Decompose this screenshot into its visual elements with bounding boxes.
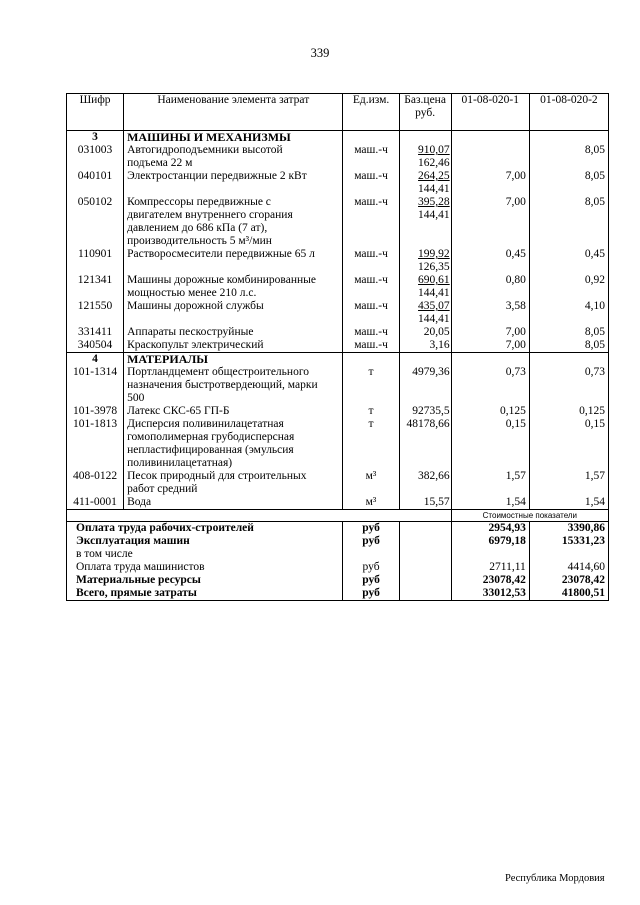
item-value-col1: 7,00 [451, 326, 529, 339]
item-name [124, 300, 343, 326]
item-price-value: 144,41 [418, 313, 450, 325]
item-value-col1: 1,54 [451, 496, 529, 510]
item-value-col2: 8,05 [529, 170, 608, 196]
item-name-line: двигателем внутреннего сгорания [127, 209, 293, 221]
item-price-value: 15,57 [423, 496, 450, 508]
item-unit: м³ [343, 496, 399, 510]
item-value-col2: 8,05 [529, 144, 608, 170]
summary-unit: руб [343, 522, 399, 536]
table-row [67, 405, 609, 418]
item-name-line: 500 [127, 392, 145, 404]
item-price [399, 274, 451, 300]
item-price [399, 405, 451, 418]
header-price [399, 94, 451, 131]
item-unit: м³ [343, 470, 399, 496]
item-price-value: 264,25 [418, 170, 450, 182]
item-name-line: Электростанции передвижные 2 кВт [127, 170, 307, 182]
summary-value-col1 [451, 548, 529, 561]
summary-value-col2 [529, 548, 608, 561]
summary-value-col1: 33012,53 [451, 587, 529, 601]
item-name [124, 339, 343, 353]
table-row [67, 170, 609, 196]
item-value-col2: 1,54 [529, 496, 608, 510]
item-price [399, 470, 451, 496]
item-value-col2: 8,05 [529, 196, 608, 248]
item-value-col1: 7,00 [451, 196, 529, 248]
empty-cell [399, 131, 451, 145]
summary-value-col2: 3390,86 [529, 522, 608, 536]
item-name-line: поливинилацетатная) [127, 457, 233, 469]
items-body [67, 131, 609, 510]
item-name [124, 366, 343, 405]
header-name: Наименование элемента затрат [124, 94, 343, 131]
item-value-col1: 0,125 [451, 405, 529, 418]
item-unit: т [343, 418, 399, 470]
empty-cell [399, 574, 451, 587]
footer-region: Республика Мордовия [505, 873, 605, 884]
item-unit: маш.-ч [343, 144, 399, 170]
item-code: 411-0001 [67, 496, 124, 510]
item-name [124, 418, 343, 470]
item-price-value: 48178,66 [406, 418, 450, 430]
table-header-row [67, 94, 609, 131]
item-name-line: Песок природный для строительных [127, 470, 307, 482]
section-row [67, 131, 609, 145]
item-value-col2: 0,45 [529, 248, 608, 274]
item-value-col2: 8,05 [529, 326, 608, 339]
item-price [399, 170, 451, 196]
summary-unit [343, 548, 399, 561]
item-name-line: Машины дорожной службы [127, 300, 264, 312]
summary-value-col1: 6979,18 [451, 535, 529, 548]
summary-row [67, 574, 609, 587]
header-col1: 01-08-020-1 [451, 94, 529, 131]
item-price-value: 382,66 [418, 470, 450, 482]
item-value-col1 [451, 144, 529, 170]
item-name [124, 405, 343, 418]
item-value-col2: 8,05 [529, 339, 608, 353]
summary-row [67, 548, 609, 561]
summary-row [67, 587, 609, 601]
item-name-line: подъема 22 м [127, 157, 193, 169]
summary-body [67, 522, 609, 601]
table-row [67, 470, 609, 496]
summary-value-col2: 15331,23 [529, 535, 608, 548]
summary-caption: Стоимостные показатели [451, 510, 608, 522]
item-value-col1: 0,73 [451, 366, 529, 405]
item-code: 040101 [67, 170, 124, 196]
table-row [67, 248, 609, 274]
item-value-col2: 1,57 [529, 470, 608, 496]
item-name-line: Машины дорожные комбинированные [127, 274, 316, 286]
summary-label: Всего, прямые затраты [67, 587, 343, 601]
section-code: 4 [67, 353, 124, 367]
item-price [399, 418, 451, 470]
table-row [67, 300, 609, 326]
item-price [399, 300, 451, 326]
empty-cell [399, 353, 451, 367]
empty-cell [399, 561, 451, 574]
item-name-line: Краскопульт электрический [127, 339, 264, 351]
page-number: 339 [310, 46, 330, 60]
item-name-line: производительность 5 м³/мин [127, 235, 272, 247]
item-price-value: 395,28 [418, 196, 450, 208]
item-value-col2: 0,92 [529, 274, 608, 300]
item-price [399, 496, 451, 510]
item-value-col1: 7,00 [451, 339, 529, 353]
item-name [124, 470, 343, 496]
item-unit: маш.-ч [343, 326, 399, 339]
cost-table [66, 93, 609, 601]
item-name [124, 496, 343, 510]
item-price-value: 20,05 [423, 326, 450, 338]
item-value-col1: 7,00 [451, 170, 529, 196]
item-unit: маш.-ч [343, 248, 399, 274]
summary-value-col2: 41800,51 [529, 587, 608, 601]
item-price [399, 366, 451, 405]
item-code: 408-0122 [67, 470, 124, 496]
table-row [67, 326, 609, 339]
summary-caption-row [67, 510, 609, 522]
item-unit: маш.-ч [343, 274, 399, 300]
item-code: 110901 [67, 248, 124, 274]
summary-label: Материальные ресурсы [67, 574, 343, 587]
empty-cell [399, 535, 451, 548]
item-name [124, 274, 343, 300]
section-title: МАТЕРИАЛЫ [124, 353, 343, 367]
item-value-col2: 0,73 [529, 366, 608, 405]
item-unit: маш.-ч [343, 339, 399, 353]
item-name-line: Дисперсия поливинилацетатная [127, 418, 284, 430]
item-name-line: мощностью менее 210 л.с. [127, 287, 257, 299]
item-value-col1: 0,15 [451, 418, 529, 470]
section-code: 3 [67, 131, 124, 145]
header-price-line1: Баз.цена [404, 94, 446, 106]
summary-label: Эксплуатация машин [67, 535, 343, 548]
item-value-col1: 3,58 [451, 300, 529, 326]
empty-cell [399, 522, 451, 536]
summary-label: в том числе [67, 548, 343, 561]
table-row [67, 366, 609, 405]
table-row [67, 144, 609, 170]
table-row [67, 274, 609, 300]
item-name-line: Вода [127, 496, 152, 508]
item-price [399, 248, 451, 274]
section-title: МАШИНЫ И МЕХАНИЗМЫ [124, 131, 343, 145]
item-name-line: Аппараты пескоструйные [127, 326, 254, 338]
item-value-col2: 0,125 [529, 405, 608, 418]
item-price-value: 144,41 [418, 209, 450, 221]
item-code: 121550 [67, 300, 124, 326]
item-value-col1: 1,57 [451, 470, 529, 496]
item-name-line: гомополимерная грубодисперсная [127, 431, 295, 443]
item-code: 050102 [67, 196, 124, 248]
item-price [399, 339, 451, 353]
empty-cell [529, 353, 608, 367]
item-name [124, 326, 343, 339]
summary-label: Оплата труда машинистов [67, 561, 343, 574]
item-code: 340504 [67, 339, 124, 353]
section-row [67, 353, 609, 367]
item-code: 031003 [67, 144, 124, 170]
item-price-value: 3,16 [429, 339, 450, 351]
table-row [67, 418, 609, 470]
item-name-line: непластифицированная (эмульсия [127, 444, 294, 456]
item-price-value: 435,07 [418, 300, 450, 312]
item-code: 101-3978 [67, 405, 124, 418]
item-unit: т [343, 405, 399, 418]
summary-unit: руб [343, 535, 399, 548]
item-price [399, 196, 451, 248]
summary-value-col1: 2711,11 [451, 561, 529, 574]
summary-unit: руб [343, 587, 399, 601]
empty-cell [399, 548, 451, 561]
item-name-line: Портландцемент общестроительного [127, 366, 309, 378]
item-value-col2: 4,10 [529, 300, 608, 326]
item-price-value: 144,41 [418, 287, 450, 299]
item-code: 121341 [67, 274, 124, 300]
item-unit: маш.-ч [343, 170, 399, 196]
empty-cell [529, 131, 608, 145]
item-unit: т [343, 366, 399, 405]
item-price-value: 126,35 [418, 261, 450, 273]
item-name-line: давлением до 686 кПа (7 ат), [127, 222, 268, 234]
table-row [67, 339, 609, 353]
empty-cell [343, 353, 399, 367]
item-code: 101-1813 [67, 418, 124, 470]
empty-cell [451, 353, 529, 367]
item-name [124, 196, 343, 248]
item-price [399, 326, 451, 339]
item-code: 101-1314 [67, 366, 124, 405]
item-name-line: работ средний [127, 483, 198, 495]
item-unit: маш.-ч [343, 300, 399, 326]
header-col2: 01-08-020-2 [529, 94, 608, 131]
summary-row [67, 561, 609, 574]
empty-cell [343, 131, 399, 145]
table-row [67, 196, 609, 248]
item-price [399, 144, 451, 170]
item-value-col1: 0,80 [451, 274, 529, 300]
item-name-line: Латекс СКС-65 ГП-Б [127, 405, 230, 417]
summary-row [67, 522, 609, 536]
summary-value-col1: 2954,93 [451, 522, 529, 536]
item-price-value: 690,61 [418, 274, 450, 286]
item-name [124, 248, 343, 274]
item-name-line: Компрессоры передвижные с [127, 196, 271, 208]
header-code: Шифр [67, 94, 124, 131]
item-price-value: 199,92 [418, 248, 450, 260]
header-unit: Ед.изм. [343, 94, 399, 131]
summary-value-col2: 4414,60 [529, 561, 608, 574]
item-name-line: назначения быстротвердеющий, марки [127, 379, 318, 391]
item-price-value: 92735,5 [412, 405, 450, 417]
item-unit: маш.-ч [343, 196, 399, 248]
item-price-value: 144,41 [418, 183, 450, 195]
item-name [124, 170, 343, 196]
item-price-value: 910,07 [418, 144, 450, 156]
summary-value-col1: 23078,42 [451, 574, 529, 587]
item-price-value: 4979,36 [412, 366, 450, 378]
header-price-line2: руб. [415, 107, 436, 119]
summary-unit: руб [343, 561, 399, 574]
summary-label: Оплата труда рабочих-строителей [67, 522, 343, 536]
item-name-line: Растворосмесители передвижные 65 л [127, 248, 315, 260]
summary-value-col2: 23078,42 [529, 574, 608, 587]
item-value-col2: 0,15 [529, 418, 608, 470]
empty-cell [451, 131, 529, 145]
empty-cell [399, 587, 451, 601]
item-code: 331411 [67, 326, 124, 339]
summary-row [67, 535, 609, 548]
item-name-line: Автогидроподъемники высотой [127, 144, 283, 156]
item-name [124, 144, 343, 170]
item-value-col1: 0,45 [451, 248, 529, 274]
table-row [67, 496, 609, 510]
item-price-value: 162,46 [418, 157, 450, 169]
summary-unit: руб [343, 574, 399, 587]
